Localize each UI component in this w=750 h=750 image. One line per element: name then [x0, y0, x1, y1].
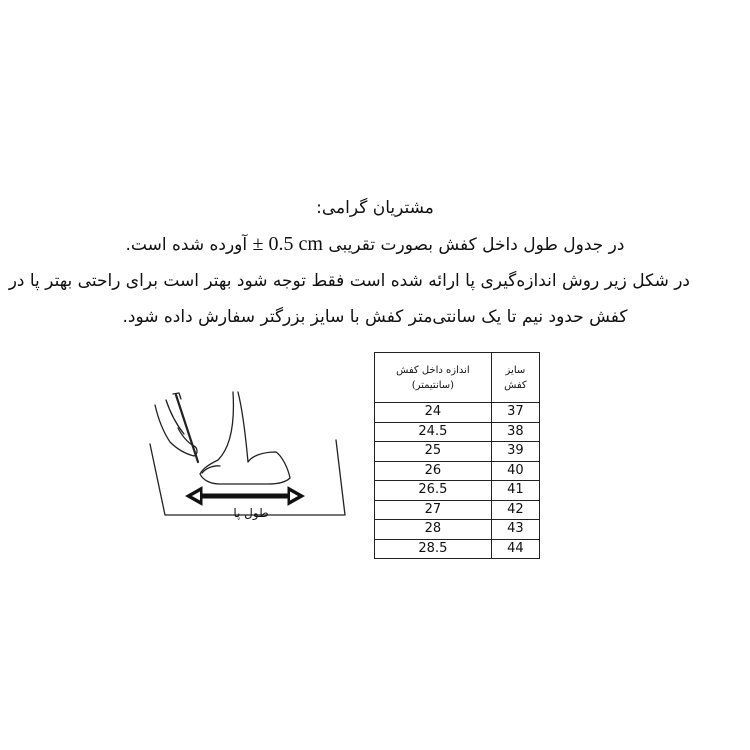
- length-cell: 24: [375, 403, 492, 423]
- notice-greeting: مشتریان گرامی:: [316, 198, 434, 218]
- toe-detail: [202, 466, 220, 473]
- notice-line4: کفش حدود نیم تا یک سانتی‌متر کفش با سایز بزرگتر سفارش داده شود.: [122, 307, 628, 327]
- length-cell: 26: [375, 461, 492, 481]
- shoe-size-table: [374, 352, 540, 559]
- size-cell: 42: [491, 500, 539, 520]
- table-header-row: [375, 353, 540, 403]
- table-row: [375, 403, 540, 423]
- table-row: [375, 539, 540, 559]
- notice-line2-after: آورده شده است.: [125, 235, 248, 255]
- table-row: [375, 461, 540, 481]
- size-cell: 37: [491, 403, 539, 423]
- double-arrow-icon: [186, 487, 304, 505]
- table-row: [375, 481, 540, 501]
- header-size-line2: کفش: [504, 379, 527, 391]
- size-cell: 43: [491, 520, 539, 540]
- header-length-line2: (سانتیمتر): [411, 379, 455, 391]
- customer-notice: [8, 190, 690, 335]
- table-row: [375, 442, 540, 462]
- table-row: [375, 500, 540, 520]
- finger-outline: [166, 400, 184, 434]
- header-length-line1: اندازه داخل کفش: [396, 364, 470, 376]
- length-cell: 28: [375, 520, 492, 540]
- foot-length-caption: طول پا: [233, 506, 269, 520]
- length-cell: 24.5: [375, 422, 492, 442]
- length-cell: 28.5: [375, 539, 492, 559]
- header-size-line1: سایز: [505, 364, 526, 376]
- table-row: [375, 520, 540, 540]
- notice-line2-before: در جدول طول داخل کفش بصورت تقریبی: [328, 235, 625, 255]
- size-cell: 38: [491, 422, 539, 442]
- header-inner-length: [375, 353, 492, 403]
- length-cell: 27: [375, 500, 492, 520]
- size-cell: 39: [491, 442, 539, 462]
- length-cell: 26.5: [375, 481, 492, 501]
- hand-outline: [155, 405, 197, 456]
- size-cell: 44: [491, 539, 539, 559]
- header-shoe-size: [491, 353, 539, 403]
- table-row: [375, 422, 540, 442]
- notice-line-measurement: [60, 226, 690, 263]
- length-cell: 25: [375, 442, 492, 462]
- notice-line2-measure: ± 0.5 cm: [252, 233, 323, 255]
- notice-line3: در شکل زیر روش اندازه‌گیری پا ارائه شده است فقط توجه شود بهتر است برای راحتی بهتر پا در: [8, 271, 690, 291]
- foot-outline: [200, 392, 290, 484]
- size-cell: 41: [491, 481, 539, 501]
- size-cell: 40: [491, 461, 539, 481]
